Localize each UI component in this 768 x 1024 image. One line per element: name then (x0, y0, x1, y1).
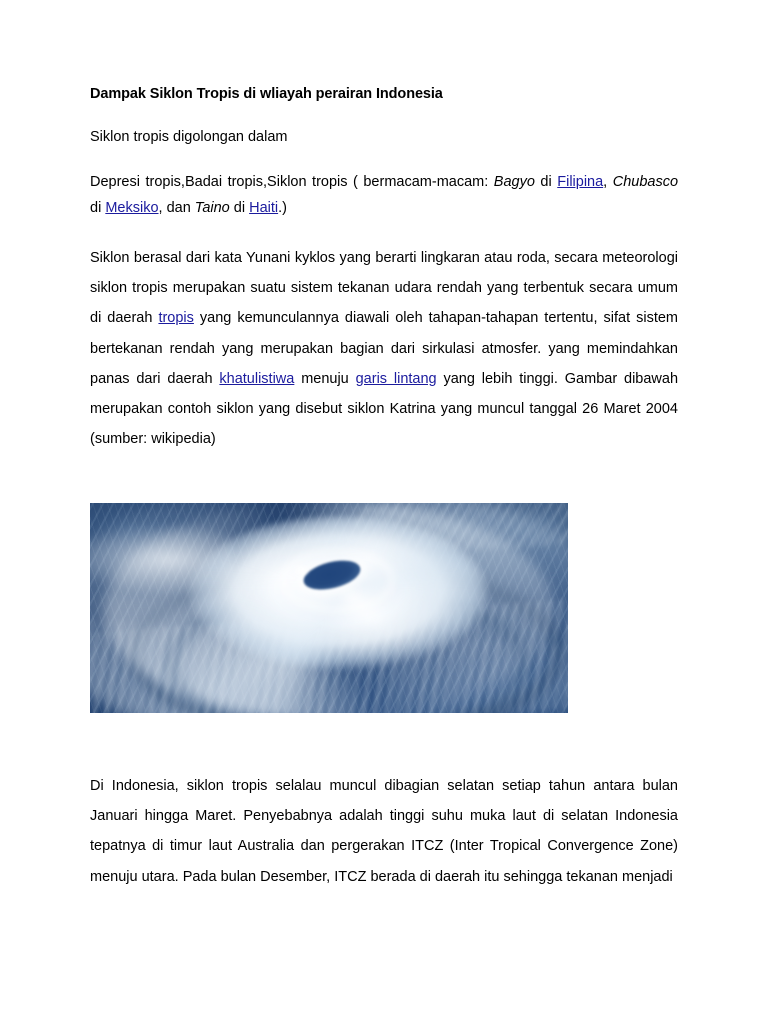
kinds-mid-3: di (90, 200, 106, 216)
kinds-mid-4: , dan (158, 200, 195, 216)
document-body (90, 84, 678, 454)
paragraph-indonesia-cyclones: Di Indonesia, siklon tropis selalau muncul dibagian selatan setiap tahun antara bulan Januari hingga Maret. Penyebabnya adalah tinggi suhu muka laut di selatan Indonesia tepatnya di timur laut Australia dan pergerakan ITCZ (Inter Tropical Convergence Zone) menuju utara. Pada bulan Desember, ITCZ berada di daerah itu sehingga tekanan menjadi (90, 778, 678, 885)
kinds-post-text: .) (278, 200, 287, 216)
paragraph-cyclone-definition (90, 243, 678, 454)
kinds-pre-text: Depresi tropis,Badai tropis,Siklon tropis ( bermacam-macam: (90, 174, 494, 190)
main-part-3: menuju (294, 370, 356, 387)
kinds-mid-5: di (229, 200, 250, 216)
main-part-1: Siklon berasal dari kata Yunani kyklos yang berarti lingkaran atau roda, secara meteorologi siklon tropis merupakan suatu sistem tekanan udara rendah yang terbentuk secara umum di daerah (90, 250, 678, 327)
image-vignette (90, 503, 568, 713)
main-part-2: yang kemunculannya diawali oleh tahapan-tahapan tertentu, sifat sistem bertekanan rendah yang merupakan bagian dari sirkulasi atmosfer. yang memindahkan panas dari daerah (90, 310, 678, 387)
term-bagyo: Bagyo (493, 174, 535, 190)
paragraph-cyclone-kinds (90, 169, 678, 221)
page-title: Dampak Siklon Tropis di wliayah perairan Indonesia (90, 86, 443, 102)
link-haiti[interactable]: Haiti (249, 200, 279, 216)
kinds-mid-2: , (603, 174, 613, 190)
satellite-scene (90, 503, 568, 713)
link-tropis[interactable]: tropis (158, 310, 194, 327)
main-part-4: yang lebih tinggi. Gambar dibawah merupakan contoh siklon yang disebut siklon Katrina yang muncul tanggal 26 Maret 2004 (sumber: wikipedia) (90, 370, 679, 448)
link-garis-lintang[interactable]: garis lintang (355, 370, 437, 387)
term-taino: Taino (194, 200, 230, 216)
term-chubasco: Chubasco (612, 174, 679, 190)
link-filipina[interactable]: Filipina (557, 174, 604, 190)
document-body-lower (90, 771, 678, 892)
cyclone-satellite-image (90, 503, 568, 713)
kinds-mid-1: di (534, 174, 558, 190)
paragraph-lead: Siklon tropis digolongan dalam (90, 129, 288, 145)
link-meksiko[interactable]: Meksiko (105, 200, 159, 216)
link-khatulistiwa[interactable]: khatulistiwa (219, 370, 295, 387)
